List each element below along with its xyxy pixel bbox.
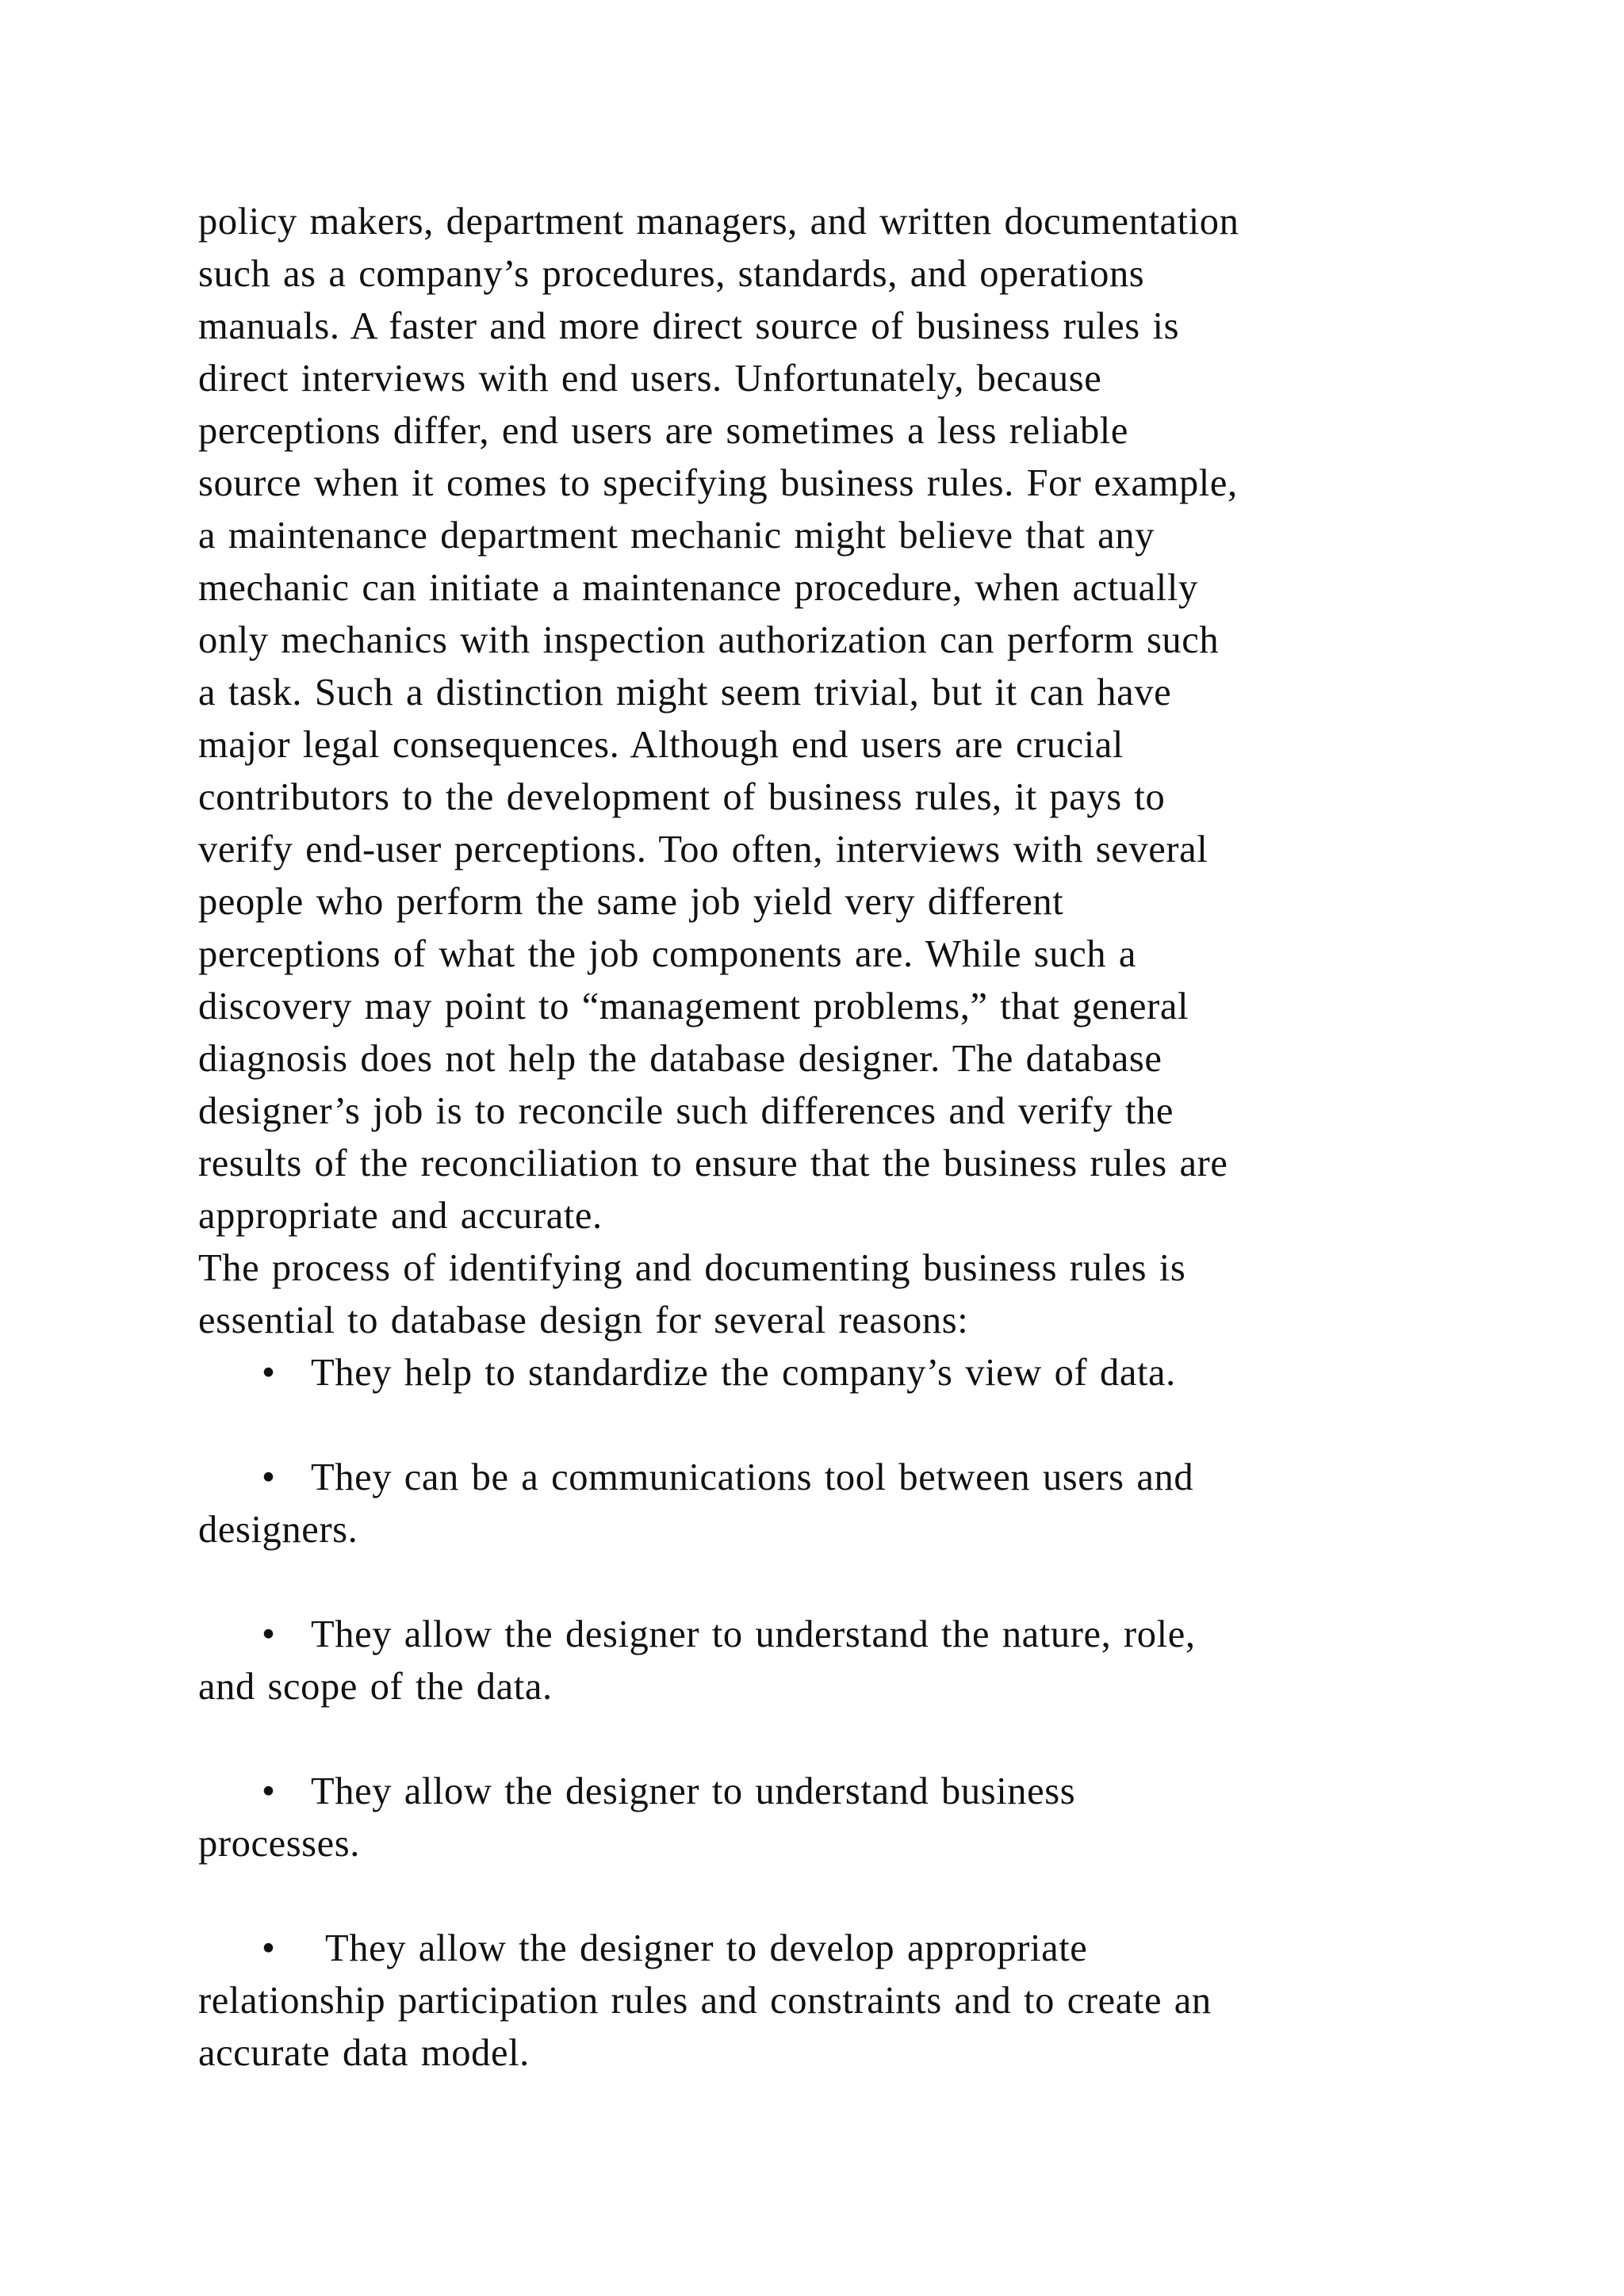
list-item-continuation: and scope of the data.	[198, 1666, 553, 1708]
list-item	[198, 1766, 1467, 1870]
text-line: only mechanics with inspection authorization can perform such	[198, 619, 1220, 661]
paragraph-process-intro	[198, 1242, 1467, 1347]
text-line: contributors to the development of business rules, it pays to	[198, 776, 1166, 818]
text-line: policy makers, department managers, and written documentation	[198, 201, 1239, 243]
list-item-text: They allow the designer to develop appropriate	[325, 1927, 1088, 1969]
list-item	[198, 1347, 1467, 1399]
text-line: perceptions differ, end users are sometimes a less reliable	[198, 410, 1129, 452]
bullet-icon: •	[262, 1456, 276, 1498]
text-line: discovery may point to “management problems,” that general	[198, 985, 1189, 1027]
spacer	[198, 1399, 1467, 1452]
list-item-continuation: relationship participation rules and constraints and to create an	[198, 1980, 1212, 2022]
text-line: source when it comes to specifying business rules. For example,	[198, 462, 1238, 504]
list-item-text: They allow the designer to understand business	[311, 1770, 1076, 1812]
bullet-icon: •	[262, 1770, 276, 1812]
text-line: manuals. A faster and more direct source of business rules is	[198, 305, 1180, 347]
text-line: diagnosis does not help the database designer. The database	[198, 1038, 1162, 1080]
text-line: a maintenance department mechanic might believe that any	[198, 515, 1155, 557]
spacer	[198, 1713, 1467, 1766]
text-line: perceptions of what the job components are. While such a	[198, 933, 1136, 975]
spacer	[198, 1870, 1467, 1923]
text-line: major legal consequences. Although end users are crucial	[198, 724, 1124, 766]
text-line: The process of identifying and documenting business rules is	[198, 1247, 1186, 1289]
text-line: a task. Such a distinction might seem trivial, but it can have	[198, 672, 1172, 714]
text-line: results of the reconciliation to ensure that the business rules are	[198, 1142, 1228, 1184]
text-line: such as a company’s procedures, standards, and operations	[198, 253, 1145, 295]
bullet-icon: •	[262, 1613, 276, 1655]
spacer	[198, 1556, 1467, 1609]
bullet-icon: •	[262, 1352, 276, 1394]
list-item-text: They allow the designer to understand the nature, role,	[311, 1613, 1196, 1655]
document-body	[198, 196, 1467, 2080]
text-line: designer’s job is to reconcile such differences and verify the	[198, 1090, 1174, 1132]
text-line: mechanic can initiate a maintenance procedure, when actually	[198, 567, 1198, 609]
bullet-icon: •	[262, 1927, 276, 1969]
text-line: direct interviews with end users. Unfortunately, because	[198, 358, 1102, 400]
list-item-text: They can be a communications tool between users and	[311, 1456, 1194, 1498]
list-item-text: They help to standardize the company’s view of data.	[311, 1352, 1176, 1394]
list-item	[198, 1452, 1467, 1556]
text-line: appropriate and accurate.	[198, 1195, 603, 1237]
list-item-continuation: processes.	[198, 1823, 360, 1865]
text-line: essential to database design for several reasons:	[198, 1299, 969, 1341]
paragraph-business-rule-sources	[198, 196, 1467, 1242]
text-line: people who perform the same job yield very different	[198, 881, 1064, 923]
list-item	[198, 1923, 1467, 2080]
list-item	[198, 1609, 1467, 1713]
bullet-list	[198, 1347, 1467, 2080]
text-line: verify end-user perceptions. Too often, interviews with several	[198, 828, 1208, 871]
list-item-continuation: designers.	[198, 1509, 358, 1551]
list-item-continuation: accurate data model.	[198, 2032, 530, 2074]
